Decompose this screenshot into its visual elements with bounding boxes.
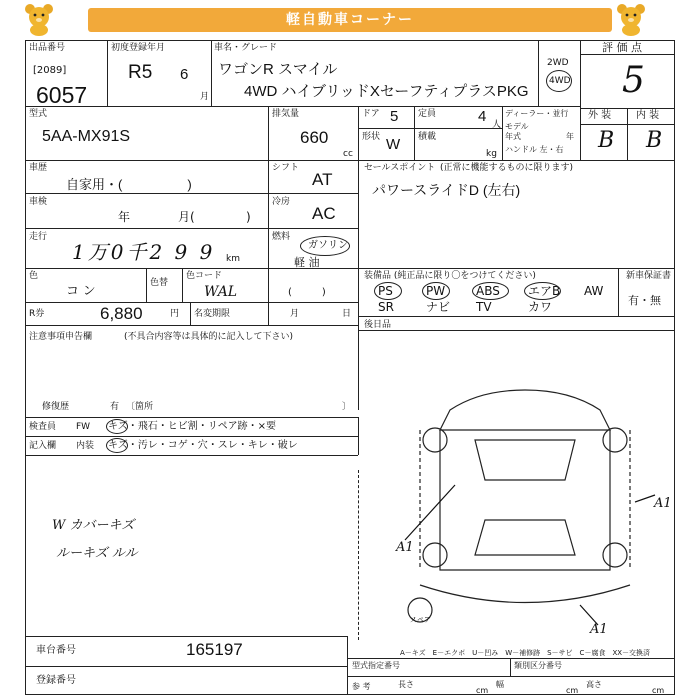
length-label: 長さ xyxy=(398,680,414,689)
wheel-rear-left xyxy=(423,543,447,567)
reg-label: 初度登録年月 xyxy=(111,43,166,53)
wheel-front-right xyxy=(603,428,627,452)
score-ext-label: 外 装 xyxy=(588,110,612,121)
dealer-label: ディーラー・並行 xyxy=(505,109,569,118)
equipment-circle-mark xyxy=(374,282,402,300)
reg-month-unit: 月 xyxy=(200,92,210,102)
shape-label: 形状 xyxy=(362,132,381,142)
score-int-value: B xyxy=(646,128,663,153)
damage-mark-left: A1 xyxy=(396,540,414,555)
banner-title: 軽自動車コーナー xyxy=(286,12,414,28)
height-unit: cm xyxy=(652,686,665,695)
car-damage-diagram xyxy=(380,370,670,640)
model-label: 型式 xyxy=(29,109,48,119)
name-change-month: 月 xyxy=(290,309,300,319)
check-row1-tag: FW xyxy=(76,422,91,432)
lot-code: [2089] xyxy=(33,65,67,76)
type-no-label: 型式指定番号 xyxy=(352,661,400,670)
damage-mark-right: A1 xyxy=(654,496,672,511)
check-row2-mark xyxy=(106,438,128,453)
color-label: 色 xyxy=(29,271,39,281)
notes-sub: (不具合内容等は具体的に記入して下さい) xyxy=(124,332,294,342)
car-rear-bumper xyxy=(420,585,630,603)
ac-label: 冷房 xyxy=(272,197,291,207)
equipment-item-r2-1: ナビ xyxy=(426,300,451,314)
inspection-month: 月( xyxy=(178,210,195,224)
car-windshield xyxy=(475,440,575,480)
drive-4wd-label: 4WD xyxy=(549,76,571,86)
ticket-value: 6,880 xyxy=(100,304,143,323)
reg-era: R5 xyxy=(128,62,153,83)
repair-close: 〕 xyxy=(342,402,352,412)
car-label: 車名・グレード xyxy=(214,43,278,53)
color-code-value: WAL xyxy=(204,284,238,300)
capacity-unit: 人 xyxy=(492,120,502,130)
length-unit: cm xyxy=(476,686,489,695)
usage-label: 車歴 xyxy=(29,163,48,173)
score-int-label: 内 装 xyxy=(636,110,660,121)
equipment-item-r1-3: エアB xyxy=(528,284,561,298)
header-banner xyxy=(0,0,700,38)
equipment-item-r2-0: SR xyxy=(378,300,394,314)
inspection-year: 年 xyxy=(118,210,131,224)
warranty-label: 新車保証書 xyxy=(626,271,672,281)
equipment-circle-mark xyxy=(472,282,509,300)
inspection-label: 車検 xyxy=(29,197,48,207)
bear-mascot-icon xyxy=(614,2,648,36)
score-label: 評 価 点 xyxy=(602,41,642,54)
displacement-value: 660 xyxy=(300,128,329,147)
car-rear-window xyxy=(475,520,575,555)
warranty-value: 有・無 xyxy=(628,294,661,307)
lot-number: 6057 xyxy=(36,82,88,108)
score-ext-value: B xyxy=(598,128,615,153)
post-label: 後日品 xyxy=(364,320,392,330)
car-body-outline xyxy=(440,430,610,570)
equipment-item-r2-3: カワ xyxy=(528,300,553,314)
sales-value: パワースライドD (左右) xyxy=(372,182,521,198)
mileage-unit: km xyxy=(226,254,240,264)
displacement-label: 排気量 xyxy=(272,109,300,119)
equipment-label: 装備品 (純正品に限り〇をつけてください) xyxy=(364,271,536,281)
displacement-unit: cc xyxy=(343,149,353,159)
fuel-paren: ( ) xyxy=(288,287,326,298)
dealer-year-label: 年式 xyxy=(505,132,521,141)
car-grade: 4WD ハイブリッドXセーフティプラスPKG xyxy=(244,83,529,100)
doors-value: 5 xyxy=(390,108,399,125)
handwritten-line1: W カバーキズ xyxy=(52,518,135,533)
equipment-item-r2-2: TV xyxy=(476,300,492,314)
check-row1-items: キズ・飛石・ヒビ割・リペア跡・×要 xyxy=(108,421,276,432)
wheel-rear-right xyxy=(603,543,627,567)
plate-label: 登録番号 xyxy=(36,675,76,686)
check-row1-label: 検査員 xyxy=(29,422,57,432)
chassis-value: 165197 xyxy=(186,640,243,659)
sales-sub: (正常に機能するものに限ります) xyxy=(440,163,574,173)
score-value: 5 xyxy=(622,60,645,101)
mileage-label: 走行 xyxy=(29,232,48,242)
check-row1-mark xyxy=(106,419,128,434)
load-unit: kg xyxy=(486,149,497,159)
usage-value: 自家用・( ) xyxy=(66,177,192,192)
dealer-handle: ハンドル 左・右 xyxy=(505,145,564,154)
doors-label: ドア xyxy=(362,109,380,119)
ref-label: 参 考 xyxy=(352,682,371,691)
car-hood-outline xyxy=(440,390,610,430)
fuel-selected: ガソリン xyxy=(308,240,348,251)
width-unit: cm xyxy=(566,686,579,695)
equipment-circle-mark xyxy=(524,282,561,300)
ticket-unit: 円 xyxy=(170,309,180,319)
name-change-day: 日 xyxy=(342,309,352,319)
sales-label: セールスポイント xyxy=(364,163,436,173)
equipment-item-r1-2: ABS xyxy=(476,284,500,298)
check-row2-tag: 内装 xyxy=(76,441,95,451)
class-no-label: 類別区分番号 xyxy=(514,661,562,670)
equipment-item-r1-1: PW xyxy=(426,284,446,298)
handwritten-line2: ルーキズ ルル xyxy=(56,546,138,561)
equipment-circle-mark xyxy=(422,282,450,300)
reg-month: 6 xyxy=(180,66,189,83)
check-row2-items: キズ・汚レ・コゲ・穴・スレ・キレ・破レ xyxy=(108,440,298,451)
mileage-value: 1万0千2 9 9 xyxy=(72,240,216,264)
repair-value: 有 xyxy=(110,402,120,412)
inspection-close: ) xyxy=(246,210,251,224)
load-label: 積載 xyxy=(418,132,437,142)
notes-label: 注意事項申告欄 xyxy=(29,332,93,342)
height-label: 高さ xyxy=(586,680,602,689)
color-code-label: 色コード xyxy=(186,271,223,281)
chassis-label: 車台番号 xyxy=(36,645,76,656)
name-change-label: 名変期限 xyxy=(194,309,231,319)
fuel-label: 燃料 xyxy=(272,232,291,242)
ticket-label: R券 xyxy=(29,309,45,319)
fuel-other: 軽 油 xyxy=(294,256,320,269)
bear-mascot-icon xyxy=(22,2,56,36)
lot-label: 出品番号 xyxy=(29,43,66,53)
dealer-year-unit: 年 xyxy=(566,132,574,141)
model-value: 5AA-MX91S xyxy=(42,128,131,145)
color-value: コ ン xyxy=(66,283,96,298)
dealer-model-label: モデル xyxy=(505,122,529,131)
spare-label: スペア xyxy=(410,616,431,624)
capacity-label: 定員 xyxy=(418,109,437,119)
shape-value: W xyxy=(386,136,401,153)
shift-value: AT xyxy=(312,170,333,189)
equipment-item-r1-0: PS xyxy=(378,284,393,298)
color-change-label: 色替 xyxy=(150,278,169,288)
damage-mark-bottom: A1 xyxy=(590,622,608,637)
shift-label: シフト xyxy=(272,163,300,173)
equipment-item-r1-4: AW xyxy=(584,284,604,298)
ac-value: AC xyxy=(312,204,336,223)
capacity-value: 4 xyxy=(478,108,487,125)
damage-legend: A－キズ E－エクボ U－凹み W－補修跡 S－サビ C－腐食 XX－交換済 xyxy=(400,649,651,657)
car-name: ワゴンR スマイル xyxy=(218,61,338,78)
drive-2wd-label: 2WD xyxy=(547,58,569,68)
check-row2-label: 記入欄 xyxy=(29,441,57,451)
wheel-front-left xyxy=(423,428,447,452)
repair-where: 〔箇所 xyxy=(126,402,154,412)
repair-label: 修復歴 xyxy=(42,402,70,412)
width-label: 幅 xyxy=(496,680,504,689)
